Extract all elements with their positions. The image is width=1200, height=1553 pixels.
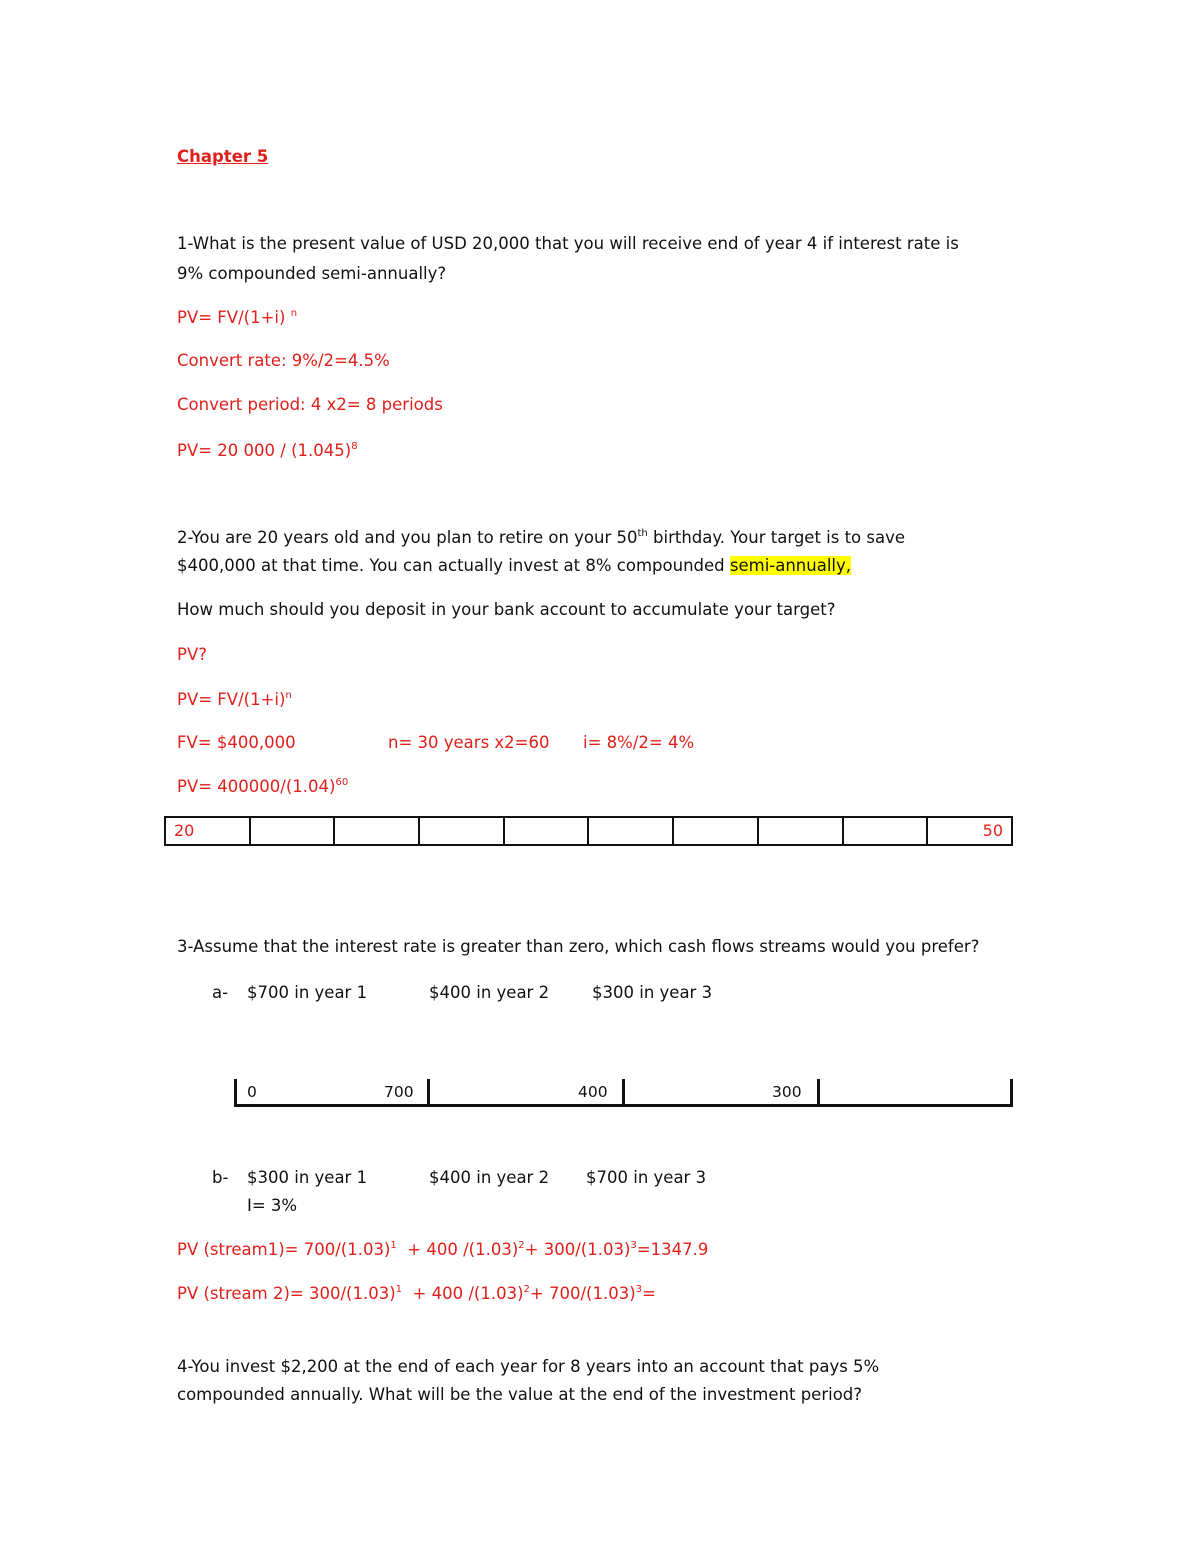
cashflow-value: 700	[384, 1083, 414, 1101]
q3-stream1-pv: PV (stream1)= $700/(1.03)^1 + 400$ $/(1.03)^2+ 300/(1.03)^3=1347.9$	[177, 1240, 709, 1259]
q1-convert-rate: Convert rate: 9%/2=4.5%	[177, 351, 390, 370]
cashflow-value: 400	[578, 1083, 608, 1101]
chapter-title: Chapter 5	[177, 147, 269, 166]
q3-b-year2: $400 in year 2	[429, 1168, 550, 1187]
timeline-tick	[427, 1079, 430, 1107]
q2-text-line1: 2-You are 20 years old and you plan to retire on your 50th birthday. Your target is to save	[177, 528, 906, 547]
q2-i: i= 8%/2= 4%	[583, 733, 695, 752]
q1-answer: PV= 20 $000 / (1.045)^8$	[177, 441, 358, 460]
q3-a-year3: $300 in year 3	[592, 983, 713, 1002]
q3-a-year2: $400 in year 2	[429, 983, 550, 1002]
timeline-start-cell: 20	[165, 817, 250, 845]
q3-cashflow-timeline	[234, 1078, 1013, 1107]
timeline-tick	[622, 1079, 625, 1107]
q3-b-label: b-	[212, 1168, 229, 1187]
q1-formula: PV= FV/(1+i) $^n$	[177, 308, 298, 327]
timeline-cell	[588, 817, 673, 845]
timeline-tick	[1010, 1079, 1013, 1107]
q4-text-line1: 4-You invest $2,200 at the end of each year for 8 years into an account that pays 5%	[177, 1357, 880, 1376]
q2-fv: FV= $400,000	[177, 733, 296, 752]
timeline-cell	[334, 817, 419, 845]
q2-formula: $PV= FV/(1+i)^n$	[177, 690, 292, 709]
q2-text-line3: How much should you deposit in your bank account to accumulate your target?	[177, 600, 836, 619]
q2-answer: $PV= 400000/(1.04)^{60}$	[177, 777, 349, 796]
q3-stream2-pv: PV (stream $2)= 300/(1.03)^1 + 400$ $/(1.03)^2+ 700/(1.03)^3=$	[177, 1284, 656, 1303]
q3-question: 3-Assume that the interest rate is greater than zero, which cash flows streams would you prefer?	[177, 937, 980, 956]
q3-b-year3: $700 in year 3	[586, 1168, 707, 1187]
cashflow-value: 0	[247, 1083, 257, 1101]
q2-text-line2: $400,000 at that time. You can actually invest at 8% compounded semi-annually,	[177, 556, 852, 575]
q3-b-year1: $300 in year 1	[247, 1168, 368, 1187]
q3-a-year1: $700 in year 1	[247, 983, 368, 1002]
q4-text-line2: compounded annually. What will be the value at the end of the investment period?	[177, 1385, 863, 1404]
q2-timeline-table	[164, 816, 1013, 846]
timeline-cell	[250, 817, 335, 845]
cashflow-value: 300	[772, 1083, 802, 1101]
timeline-end-cell: 50	[927, 817, 1012, 845]
q1-convert-period: Convert period: 4 x2= 8 periods	[177, 395, 443, 414]
q3-a-label: a-	[212, 983, 229, 1002]
q3-rate: I= 3%	[247, 1196, 298, 1215]
timeline-cell	[758, 817, 843, 845]
timeline-cell	[419, 817, 504, 845]
q1-text-line1: 1-What is the present value of USD 20,000 that you will receive end of year 4 if interest rate is	[177, 234, 959, 253]
q2-pv-question: PV?	[177, 645, 207, 664]
timeline-cell	[673, 817, 758, 845]
timeline-tick	[817, 1079, 820, 1107]
timeline-cell	[843, 817, 928, 845]
q1-text-line2: 9% compounded semi-annually?	[177, 264, 447, 283]
timeline-cell	[504, 817, 589, 845]
timeline-tick	[234, 1079, 237, 1107]
q2-n: n= 30 years x2=60	[388, 733, 550, 752]
highlighted-text: semi-annually,	[729, 556, 852, 575]
